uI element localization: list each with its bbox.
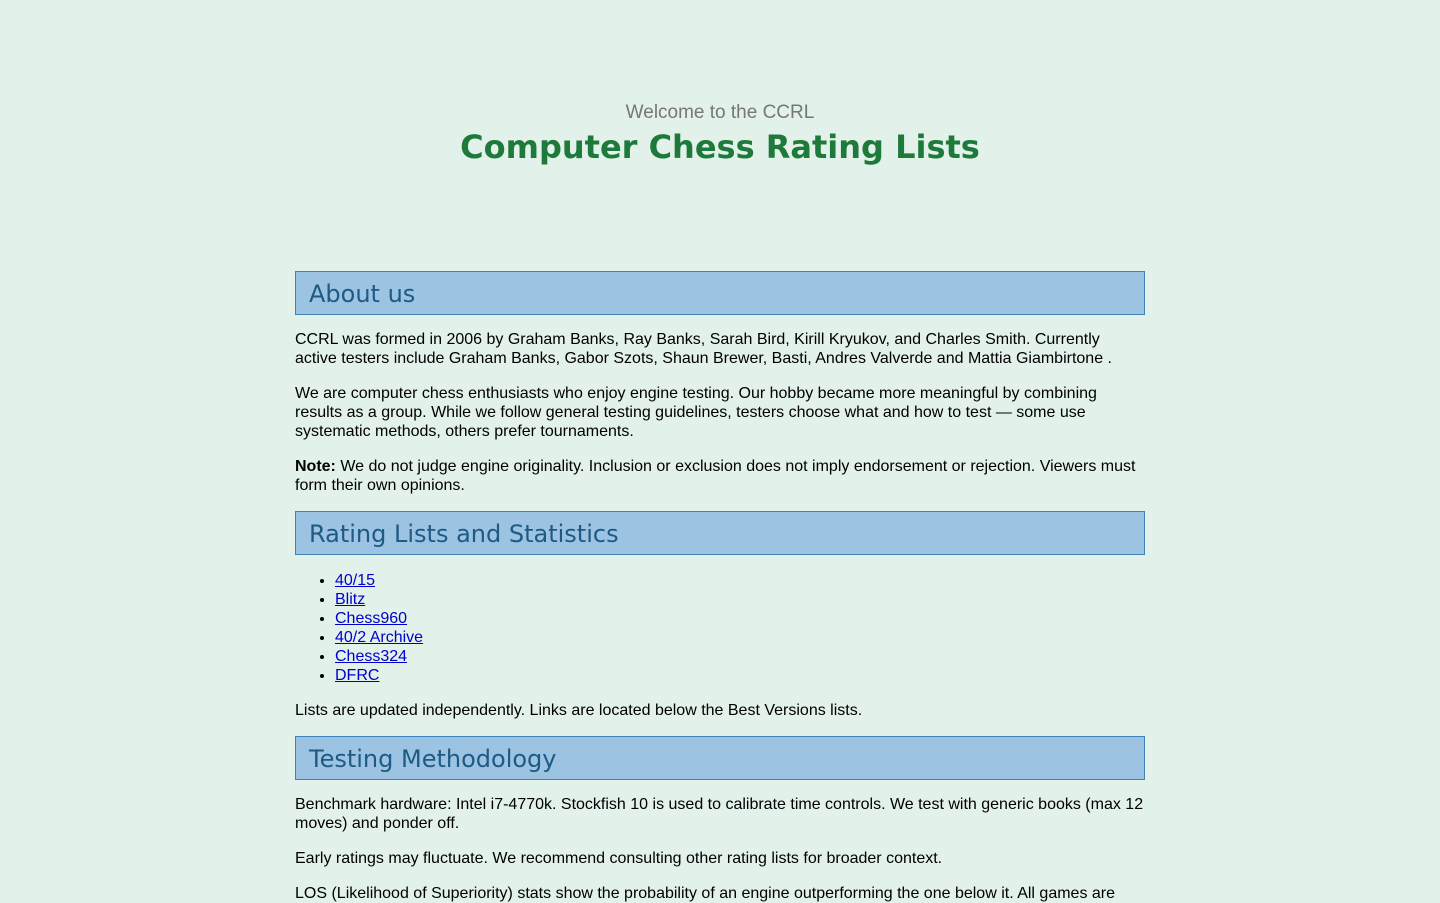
welcome-text: Welcome to the CCRL [625, 102, 815, 123]
link-40-15[interactable]: 40/15 [335, 572, 376, 589]
note-text: We do not judge engine originality. Inclusion or exclusion does not imply endorsement or rejection. Viewers must form their own opinions. [295, 458, 1136, 494]
list-item [335, 647, 1145, 666]
methodology-paragraph-hardware: Benchmark hardware: Intel i7-4770k. Stockfish 10 is used to calibrate time controls. We test with generic books (max 12 moves) and ponder off. [295, 796, 1144, 832]
list-item [335, 571, 1145, 590]
list-item [335, 590, 1145, 609]
list-item [335, 628, 1145, 647]
about-paragraph-hobby: We are computer chess enthusiasts who enjoy engine testing. Our hobby became more meaningful by combining results as a group. While we follow general testing guidelines, testers choose what and how to test — some use systematic methods, others prefer tournaments. [295, 385, 1097, 440]
about-paragraph-founders: CCRL was formed in 2006 by Graham Banks, Ray Banks, Sarah Bird, Kirill Kryukov, and Charles Smith. Currently active testers include Graham Banks, Gabor Szots, Shaun Brewer, Basti, Andres Valverde and Mattia Giambirtone . [295, 331, 1112, 367]
rating-lists-links [295, 571, 1145, 685]
main-content [295, 271, 1145, 903]
link-40-2-archive[interactable]: 40/2 Archive [335, 629, 424, 646]
ratings-footer-text: Lists are updated independently. Links are located below the Best Versions lists. [295, 702, 863, 719]
link-blitz[interactable]: Blitz [335, 591, 366, 608]
page-title: Computer Chess Rating Lists [460, 128, 980, 166]
about-note [295, 457, 1145, 495]
section-heading-about: About us [295, 271, 1145, 315]
link-chess324[interactable]: Chess324 [335, 648, 408, 665]
note-label: Note: [295, 458, 336, 475]
methodology-paragraph-los: LOS (Likelihood of Superiority) stats show the probability of an engine outperforming the one below it. All games are [295, 885, 1116, 902]
list-item [335, 666, 1145, 685]
link-chess960[interactable]: Chess960 [335, 610, 408, 627]
methodology-paragraph-early-ratings: Early ratings may fluctuate. We recommend consulting other rating lists for broader context. [295, 850, 943, 867]
list-item [335, 609, 1145, 628]
section-heading-ratings: Rating Lists and Statistics [295, 511, 1145, 555]
section-heading-methodology: Testing Methodology [295, 736, 1145, 780]
link-dfrc[interactable]: DFRC [335, 667, 380, 684]
page-header [0, 101, 1440, 167]
